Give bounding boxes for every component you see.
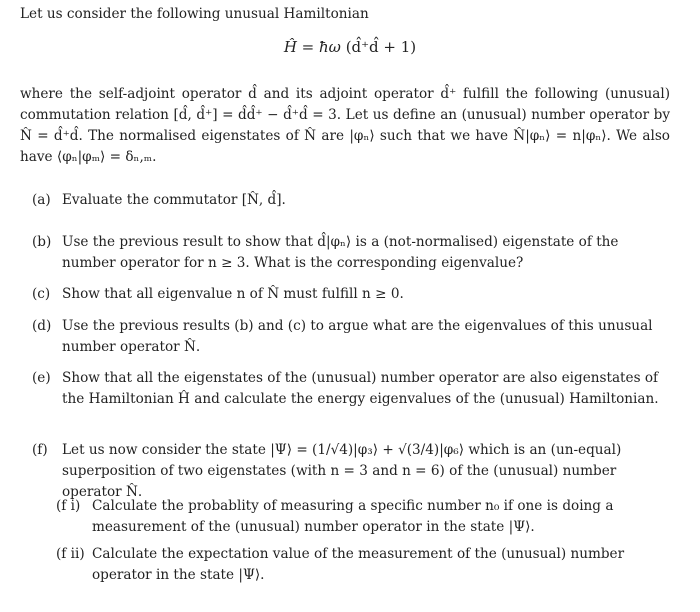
question-f-label: (f) (32, 442, 48, 458)
equation-lhs: Ĥ = ħω (283, 38, 341, 56)
description-paragraph: where the self-adjoint operator d̂ and its adjoint operator d̂⁺ fulfill the following (unusual) commutation relation [d̂, d̂⁺] = d̂d̂⁺ − d̂⁺d̂ = 3. Let us define an (unusual) number operator by N̂ = d̂⁺d̂. The normalised eigenstates of N̂ are |φₙ⟩ such that we have N̂|φₙ⟩ = n|φₙ⟩. We also have ⟨φₙ|φₘ⟩ = δₙ,ₘ. (20, 86, 670, 165)
question-f (32, 440, 672, 503)
hamiltonian-equation (0, 36, 700, 58)
intro-text: Let us consider the following unusual Hamiltonian (20, 6, 369, 22)
question-b-text: Use the previous result to show that d̂|φₙ⟩ is a (not-normalised) eigenstate of the number operator for n ≥ 3. What is the corresponding eigenvalue? (62, 234, 619, 271)
question-d-label: (d) (32, 318, 52, 334)
question-f-ii-label: (f ii) (56, 546, 85, 562)
question-e-label: (e) (32, 370, 51, 386)
question-f-i-label: (f i) (56, 498, 81, 514)
equation-rhs: (d̂⁺d̂ + 1) (345, 38, 417, 56)
question-d-text: Use the previous results (b) and (c) to argue what are the eigenvalues of this unusual number operator N̂. (62, 318, 653, 355)
question-e-text: Show that all the eigenstates of the (unusual) number operator are also eigenstates of the Hamiltonian Ĥ and calculate the energy eigenvalues of the (unusual) Hamiltonian. (62, 370, 659, 407)
question-b (32, 232, 672, 274)
question-f-i (56, 496, 676, 538)
question-d (32, 316, 672, 358)
question-f-text: Let us now consider the state |Ψ⟩ = (1/√4)|φ₃⟩ + √(3/4)|φ₆⟩ which is an (un-equal) superposition of two eigenstates (with n = 3 and n = 6) of the (unusual) number operator N̂. (62, 442, 622, 500)
question-c-label: (c) (32, 286, 51, 302)
question-e (32, 368, 672, 410)
question-f-ii (56, 544, 676, 586)
question-a-text: Evaluate the commutator [N̂, d̂]. (62, 192, 286, 208)
question-a-label: (a) (32, 192, 51, 208)
question-c-text: Show that all eigenvalue n of N̂ must fulfill n ≥ 0. (62, 286, 404, 302)
question-f-i-text: Calculate the probablity of measuring a specific number n₀ if one is doing a measurement of the (unusual) number operator in the state |Ψ⟩. (92, 498, 614, 535)
question-b-label: (b) (32, 234, 52, 250)
question-a (32, 190, 672, 211)
question-c (32, 284, 672, 305)
question-f-ii-text: Calculate the expectation value of the measurement of the (unusual) number operator in the state |Ψ⟩. (92, 546, 625, 583)
